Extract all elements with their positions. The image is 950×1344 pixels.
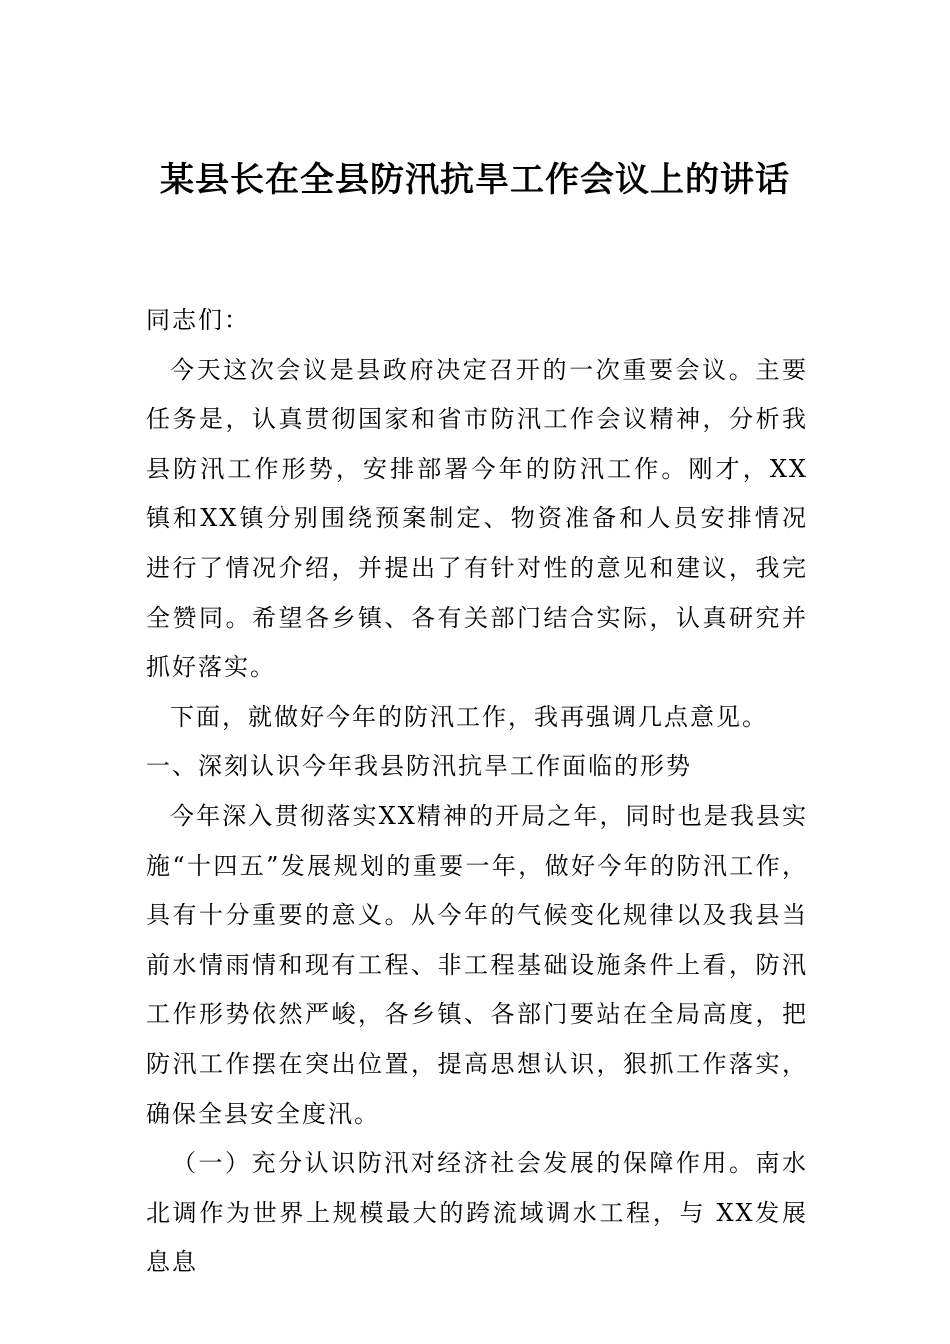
document-title: 某县长在全县防汛抗旱工作会议上的讲话: [160, 160, 790, 200]
salutation: 同志们：: [146, 306, 250, 334]
paragraph-transition: 下面，就做好今年的防汛工作，我再强调几点意见。: [170, 702, 768, 731]
section-heading: 一、深刻认识今年我县防汛抗旱工作面临的形势: [146, 752, 692, 781]
document-body: [146, 296, 808, 1288]
paragraph-subsection-1: （一）充分认识防汛对经济社会发展的保障作用。南水北调作为世界上规模最大的跨流域调水工程，与 XX发展息息: [146, 1149, 808, 1277]
paragraph-situation: 今年深入贯彻落实XX精神的开局之年，同时也是我县实施“十四五”发展规划的重要一年，做好今年的防汛工作，具有十分重要的意义。从今年的气候变化规律以及我县当前水情雨情和现有工程、非工程基础设施条件上看，防汛工作形势依然严峻，各乡镇、各部门要站在全局高度，把防汛工作摆在突出位置，提高思想认识，狠抓工作落实，确保全县安全度汛。: [146, 801, 808, 1128]
paragraph-intro: 今天这次会议是县政府决定召开的一次重要会议。主要任务是，认真贯彻国家和省市防汛工作会议精神，分析我县防汛工作形势，安排部署今年的防汛工作。刚才，XX镇和XX镇分别围绕预案制定、物资准备和人员安排情况进行了情况介绍，并提出了有针对性的意见和建议，我完全赞同。希望各乡镇、各有关部门结合实际，认真研究并抓好落实。: [146, 355, 808, 682]
